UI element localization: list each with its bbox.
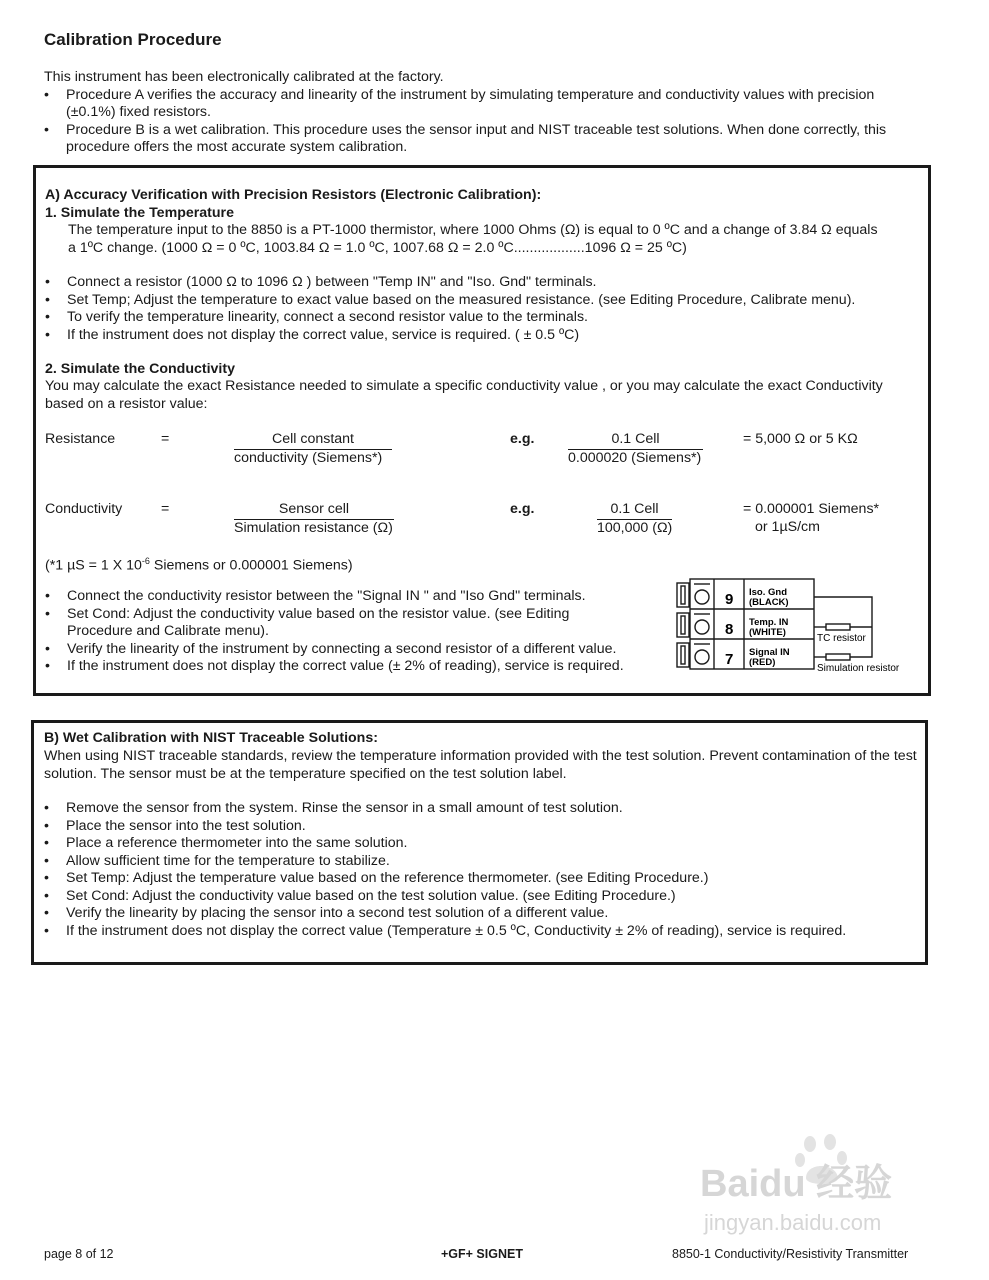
intro-bullet: • Procedure B is a wet calibration. This procedure uses the sensor input and NIST traceable test solutions. When done correctly, this procedure offers the most accurate system calibration. (44, 121, 887, 155)
terminal-9-name: Iso. Gnd (749, 587, 787, 598)
footnote: (*1 µS = 1 X $10^{-6}$ Siemens or 0.000001 Siemens) (45, 556, 353, 574)
bullet-icon: • (45, 640, 50, 657)
page-title: Calibration Procedure (44, 30, 222, 49)
section-b-text: When using NIST traceable standards, review the temperature information provided with the test solution. Prevent contamination of the test solution. The sensor must be at the temperature specified on the test solution label. (44, 748, 917, 782)
list-item: • Set Cond: Adjust the conductivity value based on the test solution value. (see Editing Procedure.) (44, 887, 676, 904)
step1-bullets (45, 274, 915, 344)
simulation-resistor-icon (826, 654, 850, 660)
terminal-9-number: 9 (725, 591, 734, 608)
list-item: • If the instrument does not display the correct value, service is required. ( ± 0.5 ºC) (45, 326, 580, 343)
bullet-icon: • (45, 291, 50, 308)
eq2-example-numerator: 0.1 Cell (597, 501, 672, 520)
terminal-8-number: 8 (725, 621, 734, 638)
section-b-heading: B) Wet Calibration with NIST Traceable Solutions: (44, 730, 378, 746)
bullet-icon: • (44, 922, 49, 939)
bullet-icon: • (45, 658, 50, 674)
eq1-fraction (234, 431, 392, 467)
eq2-equals: = (161, 501, 170, 517)
eq1-eg: e.g. (510, 431, 535, 447)
bullet-icon: • (45, 274, 50, 290)
bullet-icon: • (44, 870, 49, 886)
eq1-example-numerator: 0.1 Cell (568, 431, 703, 450)
list-item: • To verify the temperature linearity, connect a second resistor value to the terminals. (45, 309, 588, 325)
terminal-hole-icon (695, 620, 709, 634)
bullet-icon: • (45, 326, 50, 343)
eq1-label: Resistance (45, 431, 116, 447)
bullet-icon: • (44, 86, 49, 103)
list-item: • Remove the sensor from the system. Rinse the sensor in a small amount of test solution. (44, 800, 623, 816)
eq1-equals: = (161, 431, 170, 447)
eq1-example-fraction (568, 431, 703, 467)
list-item: • Set Cond: Adjust the conductivity value based on the resistor value. (see Editing Procedure and Calibrate menu). (45, 605, 570, 639)
list-item: • Set Temp: Adjust the temperature value based on the reference thermometer. (see Editing Procedure.) (44, 870, 709, 886)
footer-document-title: 8850-1 Conductivity/Resistivity Transmitter (672, 1247, 909, 1261)
eq1-numerator: Cell constant (234, 431, 392, 450)
terminal-8-name: Temp. IN (749, 617, 789, 628)
eq1-denominator: conductivity (Siemens*) (234, 449, 383, 466)
watermark-url: jingyan.baidu.com (704, 1210, 882, 1235)
terminal-hole-icon (695, 590, 709, 604)
watermark (700, 1132, 940, 1242)
terminal-7-name: Signal IN (749, 647, 790, 658)
terminal-8-color: (WHITE) (749, 627, 786, 638)
tc-resistor-icon (826, 624, 850, 630)
eq2-eg: e.g. (510, 501, 535, 517)
step2-heading: 2. Simulate the Conductivity (45, 361, 235, 377)
bullet-icon: • (44, 800, 49, 816)
tc-resistor-label: TC resistor (817, 633, 866, 644)
eq1-example-denominator: 0.000020 (Siemens*) (568, 449, 702, 466)
bullet-icon: • (45, 605, 50, 622)
footer-page-number: page 8 of 12 (44, 1247, 114, 1261)
list-item: • Allow sufficient time for the temperature to stabilize. (44, 852, 390, 869)
list-item: • Place the sensor into the test solution. (44, 817, 306, 834)
terminal-hole-icon (695, 650, 709, 664)
terminal-7-color: (RED) (749, 657, 776, 668)
step1-text: The temperature input to the 8850 is a PT-1000 thermistor, where 1000 Ohms (Ω) is equal to 0 ºC and a change of 3.84 Ω equals a 1ºC change. (1000 Ω = 0 ºC, 1003.84 Ω = 1.0 ºC, 1007.68 Ω = 2.0 ºC..................1096 Ω = 25 ºC) (68, 222, 878, 256)
bullet-icon: • (44, 905, 49, 921)
section-b-bullets (44, 800, 918, 940)
wiring-diagram (674, 576, 914, 676)
list-item: • Connect the conductivity resistor between the "Signal IN " and "Iso Gnd" terminals. (45, 588, 586, 604)
footer-brand-logo: +GF+ SIGNET (441, 1247, 523, 1261)
step1-heading: 1. Simulate the Temperature (45, 205, 234, 221)
intro-bullet: • Procedure A verifies the accuracy and linearity of the instrument by simulating temperature and conductivity values with precision (±0.1%) fixed resistors. (44, 86, 875, 120)
list-item: • Set Temp; Adjust the temperature to exact value based on the measured resistance. (see Editing Procedure, Calibrate menu). (45, 291, 856, 308)
eq2-example-denominator: 100,000 (Ω) (597, 519, 673, 536)
bullet-icon: • (44, 887, 49, 904)
eq2-numerator: Sensor cell (234, 501, 394, 520)
step2-text: You may calculate the exact Resistance needed to simulate a specific conductivity value , or you may calculate the exact Conductivity based on a resistor value: (45, 378, 883, 412)
intro-line: This instrument has been electronically calibrated at the factory. (44, 69, 444, 85)
watermark-brand: Baidu 经验 (700, 1163, 893, 1205)
bullet-icon: • (44, 852, 49, 869)
bullet-icon: • (45, 309, 50, 325)
bullet-icon: • (44, 817, 49, 834)
eq2-label: Conductivity (45, 501, 123, 517)
eq2-result: = 0.000001 Siemens* or 1µS/cm (743, 501, 880, 535)
section-a-heading: A) Accuracy Verification with Precision Resistors (Electronic Calibration): (45, 187, 542, 203)
list-item: • Connect a resistor (1000 Ω to 1096 Ω ) between "Temp IN" and "Iso. Gnd" terminals. (45, 274, 597, 290)
eq2-fraction (234, 501, 394, 537)
list-item: • If the instrument does not display the correct value (± 2% of reading), service is required. (45, 658, 624, 674)
list-item: • Verify the linearity of the instrument by connecting a second resistor of a different value. (45, 640, 617, 657)
intro (44, 69, 914, 157)
bullet-icon: • (45, 588, 50, 604)
list-item: • Place a reference thermometer into the same solution. (44, 835, 408, 851)
eq2-denominator: Simulation resistance (Ω) (234, 519, 393, 536)
bullet-icon: • (44, 121, 49, 138)
eq2-example-fraction (597, 501, 672, 537)
eq1-result: = 5,000 Ω or 5 KΩ (743, 431, 858, 447)
terminal-7-number: 7 (725, 651, 734, 668)
step2-bullets (45, 588, 645, 676)
list-item: • If the instrument does not display the correct value (Temperature ± 0.5 ºC, Conductivity ± 2% of reading), service is required. (44, 922, 847, 939)
bullet-icon: • (44, 835, 49, 851)
list-item: • Verify the linearity by placing the sensor into a second test solution of a different value. (44, 905, 609, 921)
terminal-9-color: (BLACK) (749, 597, 789, 608)
simulation-resistor-label: Simulation resistor (817, 663, 900, 674)
